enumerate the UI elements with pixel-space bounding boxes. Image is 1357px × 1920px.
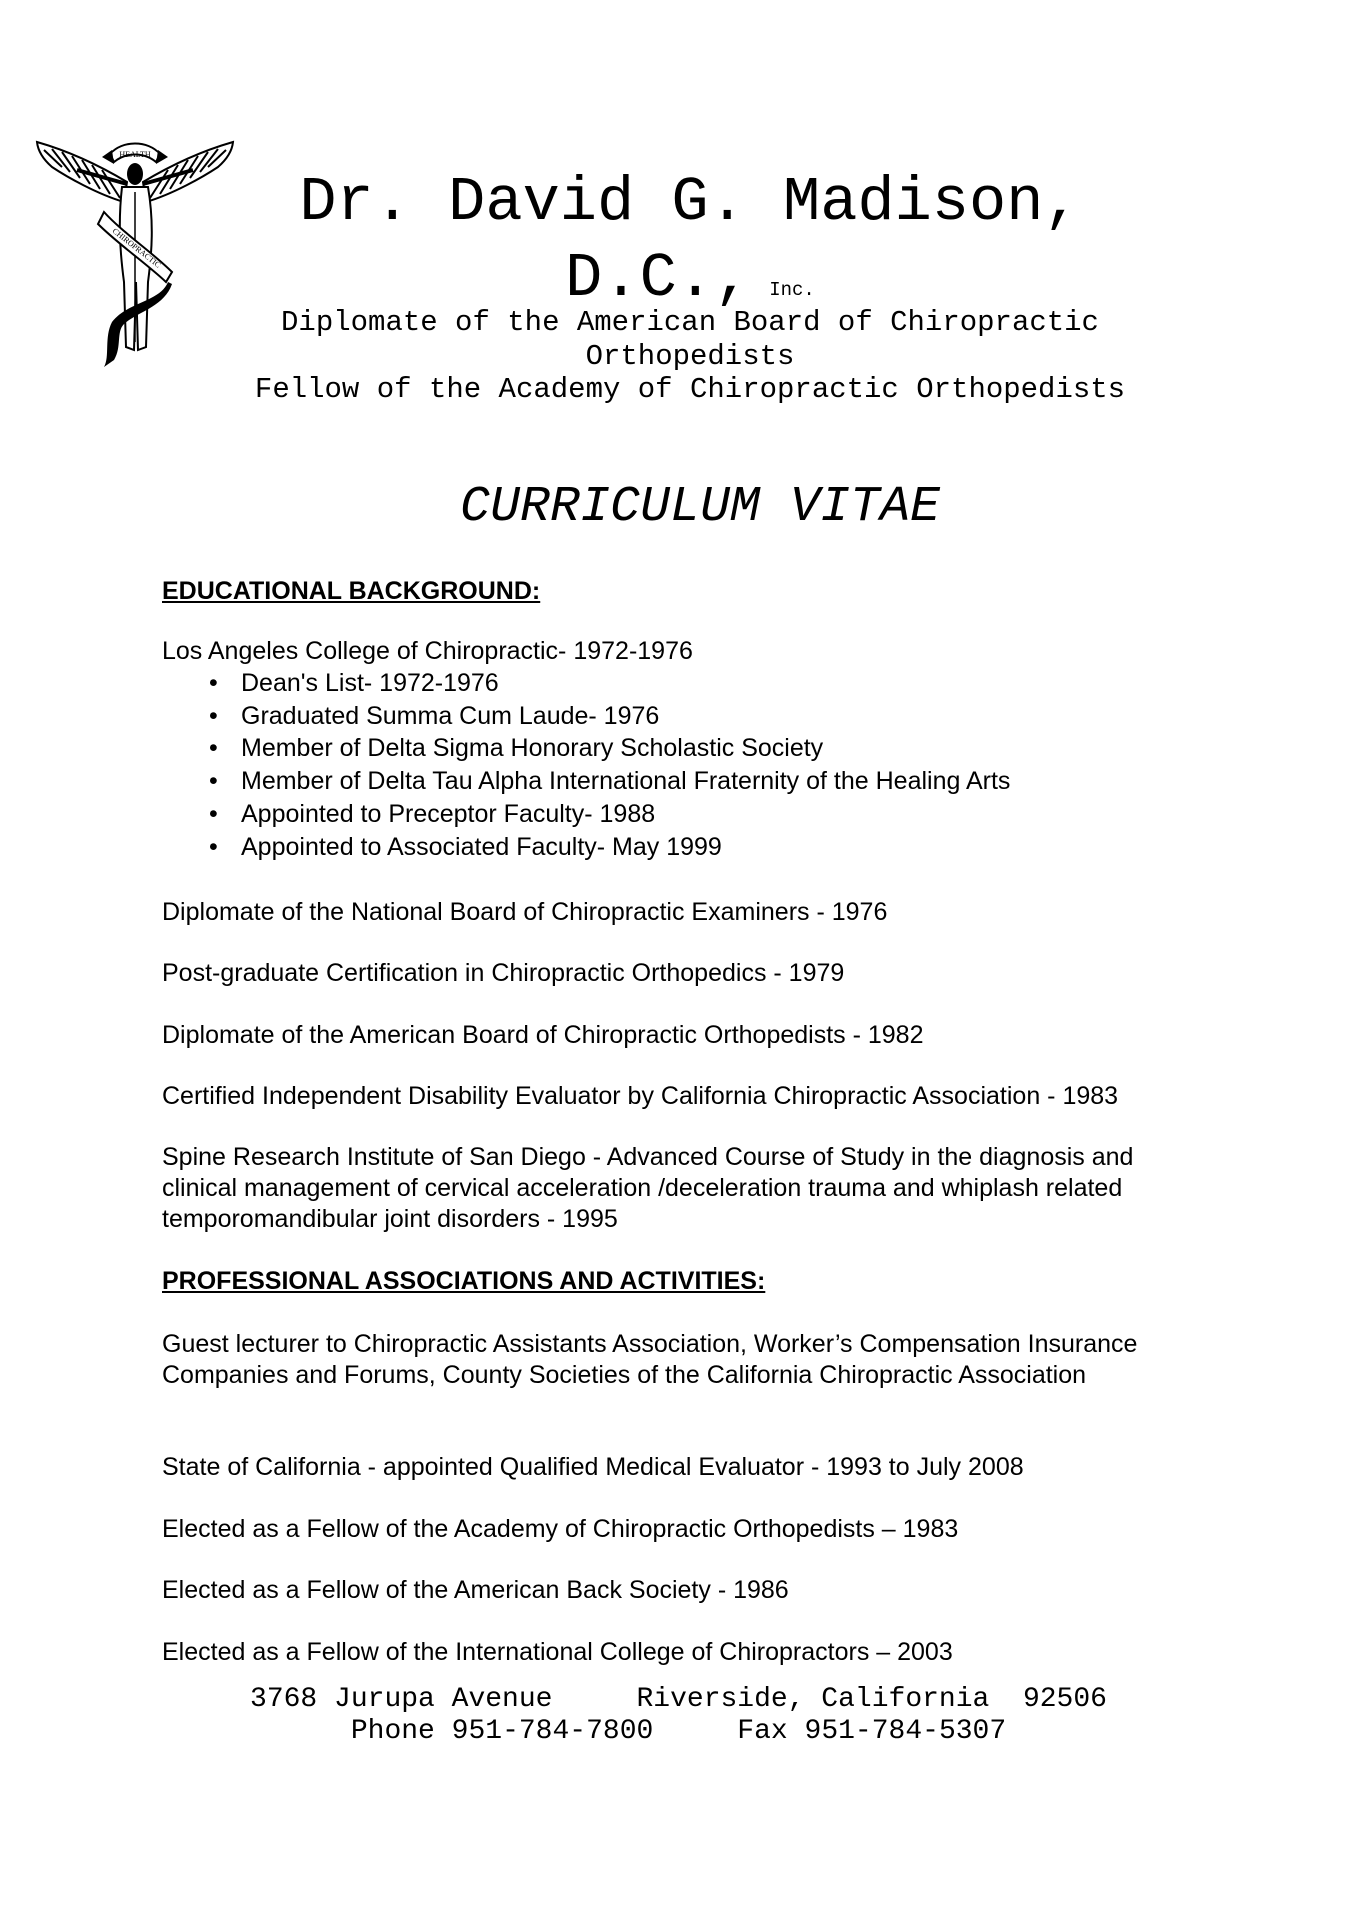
document-title: CURRICULUM VITAE	[459, 479, 941, 536]
footer-address: 3768 Jurupa Avenue Riverside, California 92506	[250, 1684, 1107, 1715]
education-bullet-item: • Graduated Summa Cum Laude- 1976	[162, 700, 1010, 733]
education-bullet-item: • Member of Delta Sigma Honorary Scholastic Society	[162, 732, 1010, 765]
professional-entry: Elected as a Fellow of the Academy of Chiropractic Orthopedists – 1983	[162, 1515, 959, 1543]
professional-entry: Elected as a Fellow of the American Back Society - 1986	[162, 1576, 789, 1604]
education-heading: EDUCATIONAL BACKGROUND:	[162, 577, 541, 605]
education-bullet-item: • Dean's List- 1972-1976	[162, 667, 1010, 700]
credential-line-3: Fellow of the Academy of Chiropractic Orthopedists	[254, 373, 1126, 406]
logo-ribbon-top-text: HEALTH	[119, 150, 151, 159]
bullet-icon: •	[209, 734, 218, 763]
logo-ribbon-band-text: CHIROPRACTIC	[110, 226, 163, 270]
education-entry: Spine Research Institute of San Diego - Advanced Course of Study in the diagnosis and clinical management of cervical acceleration /deceleration trauma and whiplash related temporomandibular joint disorders - 1995	[162, 1143, 1134, 1233]
degree-text: D.C.,	[565, 243, 752, 314]
education-entry: Diplomate of the National Board of Chiropractic Examiners - 1976	[162, 898, 888, 926]
bullet-icon: •	[209, 799, 218, 828]
education-entry: Diplomate of the American Board of Chiropractic Orthopedists - 1982	[162, 1021, 924, 1049]
education-bullet-list	[162, 667, 1010, 863]
professional-entry: Guest lecturer to Chiropractic Assistants Association, Worker’s Compensation Insurance Companies and Forums, County Societies of the California Chiropractic Association	[162, 1330, 1138, 1389]
education-school: Los Angeles College of Chiropractic- 1972-1976	[162, 637, 693, 665]
professional-entry: Elected as a Fellow of the International College of Chiropractors – 2003	[162, 1638, 953, 1666]
professional-heading: PROFESSIONAL ASSOCIATIONS AND ACTIVITIES:	[162, 1267, 766, 1295]
bullet-icon: •	[209, 767, 218, 796]
doctor-name-line1: Dr. David G. Madison,	[299, 167, 1081, 238]
education-entry: Post-graduate Certification in Chiropractic Orthopedics - 1979	[162, 959, 845, 987]
inc-suffix: Inc.	[769, 279, 815, 301]
education-bullet-item: • Appointed to Associated Faculty- May 1999	[162, 831, 1010, 864]
professional-entry: State of California - appointed Qualified Medical Evaluator - 1993 to July 2008	[162, 1453, 1024, 1481]
footer-contact: Phone 951-784-7800 Fax 951-784-5307	[350, 1716, 1007, 1747]
education-bullet-item: • Appointed to Preceptor Faculty- 1988	[162, 798, 1010, 831]
education-entry: Certified Independent Disability Evaluator by California Chiropractic Association - 1983	[162, 1082, 1119, 1110]
bullet-icon: •	[209, 669, 218, 697]
bullet-icon: •	[209, 832, 218, 861]
bullet-icon: •	[209, 701, 218, 730]
credential-line-2: Orthopedists	[585, 340, 795, 373]
credential-line-1: Diplomate of the American Board of Chiropractic	[281, 306, 1099, 339]
education-bullet-item: • Member of Delta Tau Alpha International Fraternity of the Healing Arts	[162, 765, 1010, 798]
